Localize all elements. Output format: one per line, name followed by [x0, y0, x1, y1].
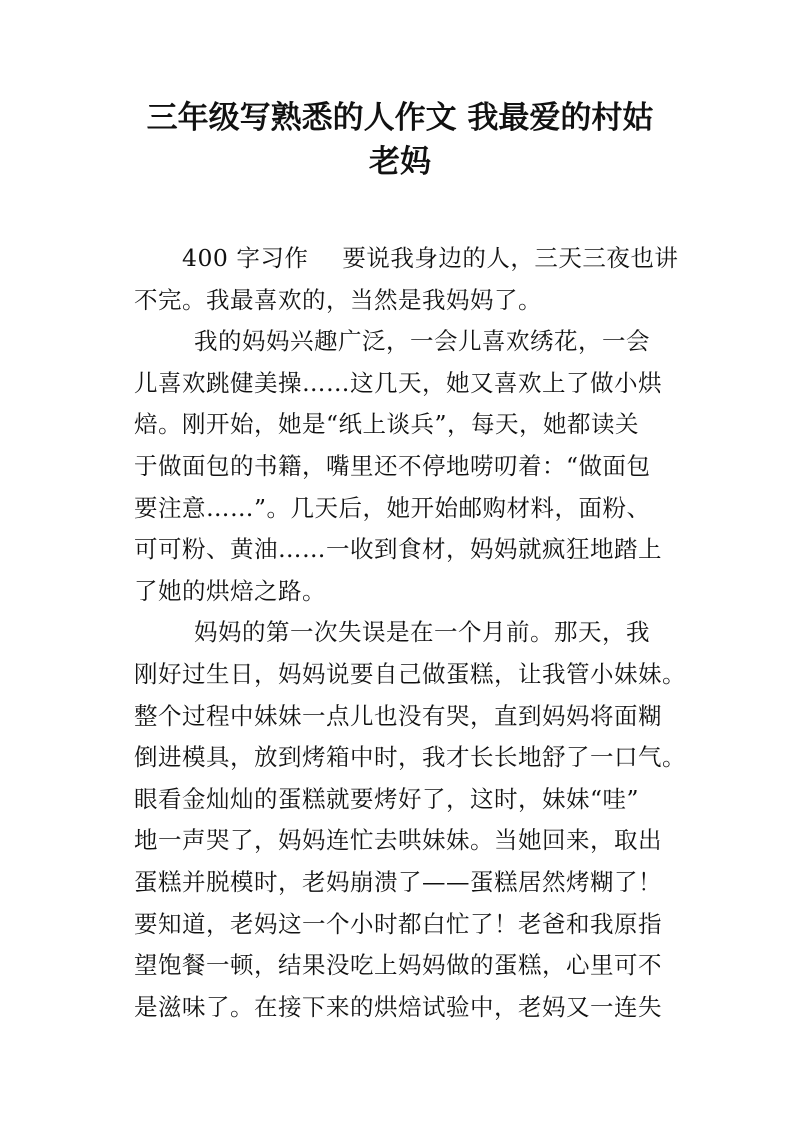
text-line: 是滋味了。在接下来的烘焙试验中，老妈又一连失 [134, 992, 662, 1021]
text-line: 倒进模具，放到烤箱中时，我才长长地舒了一口气。 [134, 743, 686, 772]
intro-paragraph [134, 238, 694, 321]
text-line: 地一声哭了，妈妈连忙去哄妹妹。当她回来，取出 [134, 826, 662, 855]
text-line: 于做面包的书籍，嘴里还不停地唠叨着：“做面包 [134, 451, 651, 480]
text-line: 眼看金灿灿的蛋糕就要烤好了，这时，妹妹“哇” [134, 784, 640, 813]
intro-text: 要说我身边的人，三天三夜也讲 [342, 244, 679, 272]
text-line: 可可粉、黄油……一收到食材，妈妈就疯狂地踏上 [134, 535, 662, 564]
paragraph-3 [134, 612, 694, 1028]
text-line: 整个过程中妹妹一点儿也没有哭，直到妈妈将面糊 [134, 701, 662, 730]
text-line: 妈妈的第一次失误是在一个月前。那天，我 [194, 618, 650, 647]
word-count-label: 400 字习作 [182, 244, 309, 272]
title-line-1: 三年级写熟悉的人作文 我最爱的村姑 [146, 100, 654, 136]
document-title [100, 96, 700, 184]
paragraph-2 [134, 321, 694, 612]
text-line: 我的妈妈兴趣广泛，一会儿喜欢绣花，一会 [194, 327, 650, 356]
text-line: 要注意……”。几天后，她开始邮购材料，面粉、 [134, 493, 651, 522]
text-line: 儿喜欢跳健美操……这几天，她又喜欢上了做小烘 [134, 368, 662, 397]
text-line: 不完。我最喜欢的，当然是我妈妈了。 [134, 285, 542, 314]
text-line: 望饱餐一顿，结果没吃上妈妈做的蛋糕，心里可不 [134, 951, 662, 980]
text-line: 焙。刚开始，她是“纸上谈兵”，每天，她都读关 [134, 410, 640, 439]
text-line: 了她的烘焙之路。 [134, 576, 326, 605]
text-line [134, 238, 694, 280]
text-line: 刚好过生日，妈妈说要自己做蛋糕，让我管小妹妹。 [134, 659, 686, 688]
title-line-2: 老妈 [369, 144, 431, 180]
document-body [134, 238, 694, 1028]
text-line: 要知道，老妈这一个小时都白忙了！老爸和我原指 [134, 909, 662, 938]
text-line: 蛋糕并脱模时，老妈崩溃了——蛋糕居然烤糊了！ [134, 867, 662, 896]
